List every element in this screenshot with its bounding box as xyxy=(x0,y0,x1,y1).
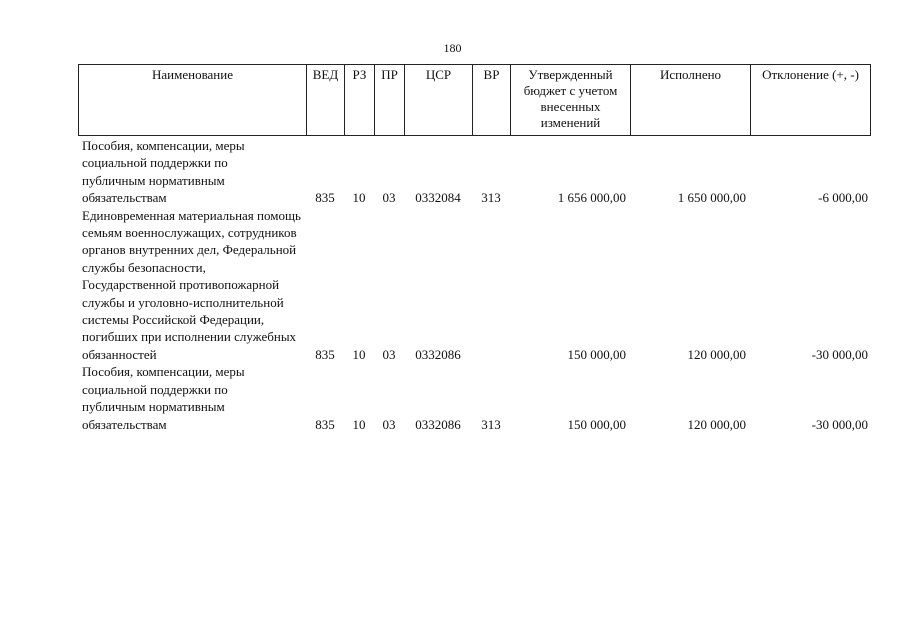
row-ved: 835 xyxy=(315,190,335,206)
page-number: 180 xyxy=(443,41,462,55)
row-pr: 03 xyxy=(382,190,396,206)
header-deviation: Отклонение (+, -) xyxy=(751,65,871,136)
header-csr: ЦСР xyxy=(405,65,473,136)
row-budget: 150 000,00 xyxy=(567,416,626,432)
row-deviation: -30 000,00 xyxy=(811,416,868,432)
row-rz: 10 xyxy=(352,190,366,206)
table-row xyxy=(78,137,868,207)
row-ved: 835 xyxy=(315,346,335,362)
table-header xyxy=(78,64,871,136)
row-vr: 313 xyxy=(481,190,501,206)
table-body xyxy=(78,137,878,433)
table-row xyxy=(78,363,868,433)
row-pr: 03 xyxy=(382,416,396,432)
row-pr: 03 xyxy=(382,346,396,362)
header-budget: Утвержденный бюджет с учетом внесенных изменений xyxy=(511,65,631,136)
row-name: Единовременная материальная помощь семьям военнослужащих, сотрудников органов внутренних дел, Федеральной службы безопасности, Государственной противопожарной службы и уголовно-исполнительной системы Российской Федерации, погибших при исполнении служебных обязанностей xyxy=(82,207,301,362)
table-row xyxy=(78,207,868,364)
row-rz: 10 xyxy=(352,416,366,432)
row-name: Пособия, компенсации, меры социальной поддержки по публичным нормативным обязательствам xyxy=(82,364,245,432)
row-deviation: -6 000,00 xyxy=(818,190,868,206)
header-name: Наименование xyxy=(79,65,307,136)
row-rz: 10 xyxy=(352,346,366,362)
row-name: Пособия, компенсации, меры социальной поддержки по публичным нормативным обязательствам xyxy=(82,138,245,206)
row-vr: 313 xyxy=(481,416,501,432)
row-executed: 1 650 000,00 xyxy=(677,190,746,206)
row-executed: 120 000,00 xyxy=(687,346,746,362)
row-ved: 835 xyxy=(315,416,335,432)
header-rz: РЗ xyxy=(345,65,375,136)
header-ved: ВЕД xyxy=(307,65,345,136)
row-budget: 1 656 000,00 xyxy=(557,190,626,206)
row-budget: 150 000,00 xyxy=(567,346,626,362)
header-executed: Исполнено xyxy=(631,65,751,136)
header-vr: ВР xyxy=(473,65,511,136)
row-csr: 0332086 xyxy=(415,346,461,362)
row-csr: 0332086 xyxy=(415,416,461,432)
header-pr: ПР xyxy=(375,65,405,136)
row-csr: 0332084 xyxy=(415,190,461,206)
row-executed: 120 000,00 xyxy=(687,416,746,432)
row-deviation: -30 000,00 xyxy=(811,346,868,362)
